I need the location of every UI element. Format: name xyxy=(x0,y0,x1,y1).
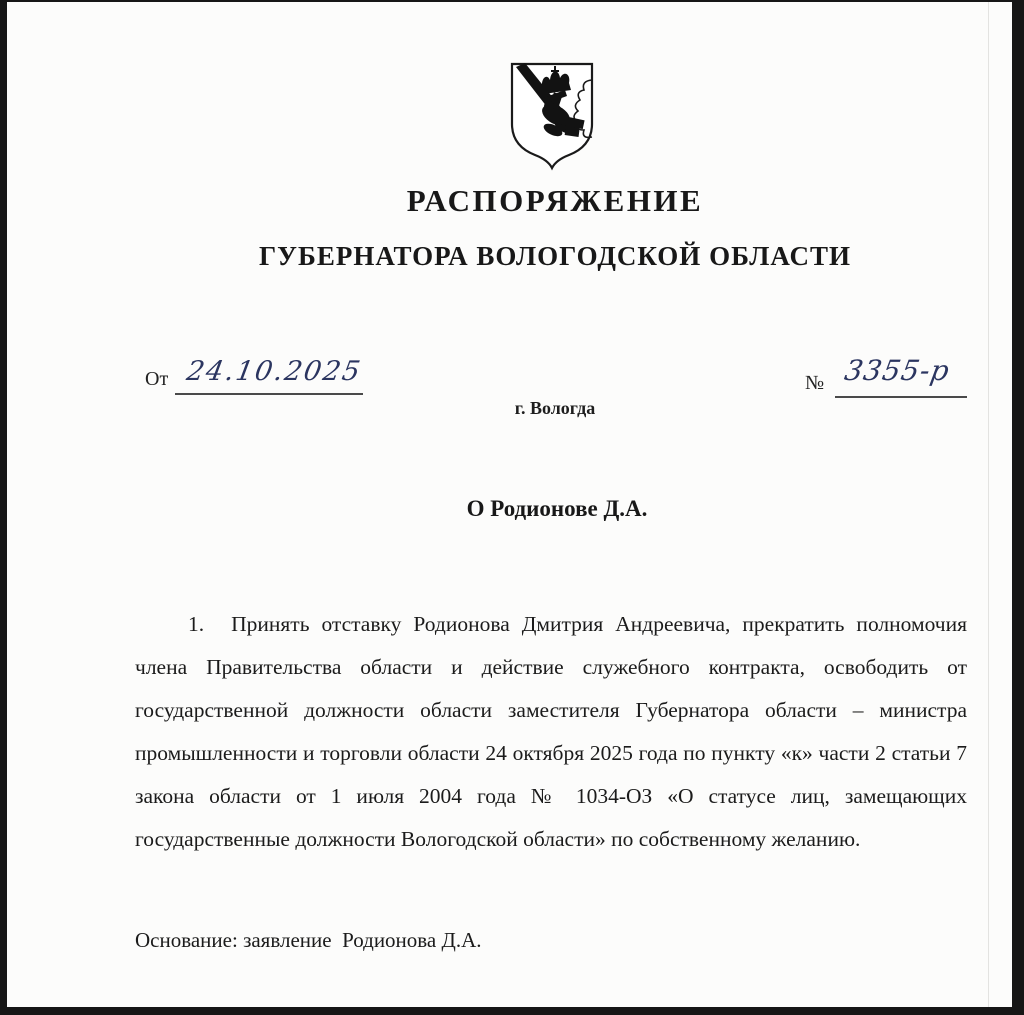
issuing-authority-title: ГУБЕРНАТОРА ВОЛОГОДСКОЙ ОБЛАСТИ xyxy=(258,241,852,271)
document-page xyxy=(7,2,1012,1007)
handwritten-date-value: 24.10.2025 xyxy=(184,356,365,387)
body-paragraph xyxy=(135,603,967,861)
scan-fold-line xyxy=(988,2,989,1007)
number-field-label: № xyxy=(805,372,825,394)
vologda-coat-of-arms-icon xyxy=(505,60,599,172)
document-subject: О Родионове Д.А. xyxy=(466,496,648,521)
date-field-label: От xyxy=(145,368,169,390)
issuing-city: г. Вологда xyxy=(514,398,596,418)
document-type-title: РАСПОРЯЖЕНИЕ xyxy=(406,183,704,218)
paragraph-item-text: Принять отставку Родионова Дмитрия Андреевича, прекратить полномочия члена Правительства области и действие служебного контракта, освободить от государственной должности области заместителя Губернатора области – министра промышленности и торговли области 24 октября 2025 года по пункту «к» части 2 статьи 7 закона области от 1 июля 2004 года № 1034-ОЗ «О статусе лиц, замещающих государственные должности Вологодской области» по собственному желанию. xyxy=(135,612,967,851)
basis-line: Основание: заявление Родионова Д.А. xyxy=(135,928,482,952)
handwritten-number-value: 3355-р xyxy=(842,354,953,387)
paragraph-item-number: 1. xyxy=(188,612,205,636)
